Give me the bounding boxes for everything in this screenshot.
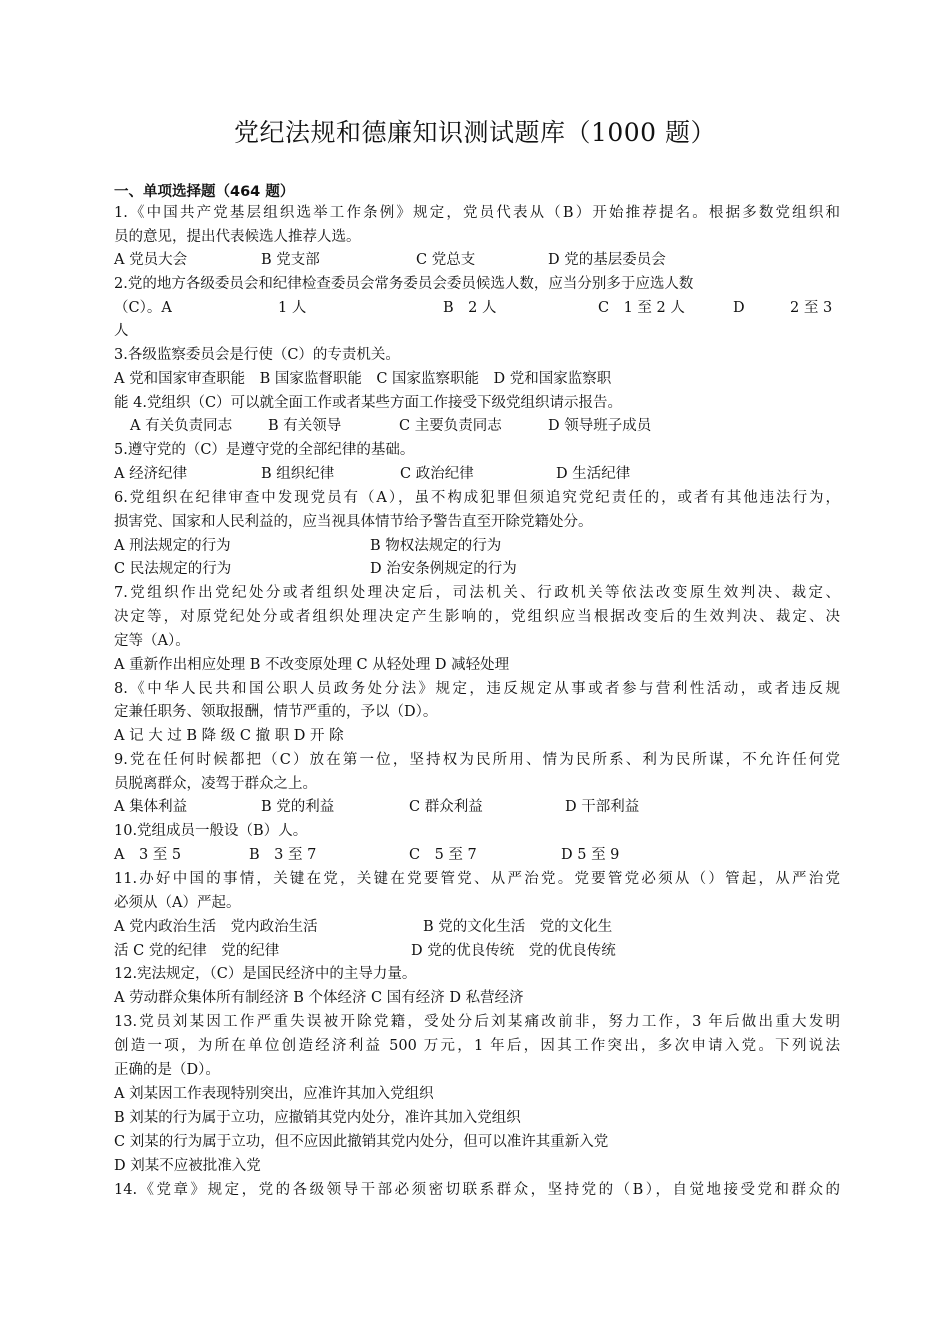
question-12-line-1: 12.宪法规定，（C）是国民经济中的主导力量。 [114,966,417,982]
question-6-line-1: 6.党组织在纪律审查中发现党员有（A），虽不构成犯罪但须追究党纪责任的，或者有其他违法行为， [114,490,840,506]
q10-option-d: D 5 至 9 [561,847,620,863]
q2-option-a: 1 人 [278,300,307,316]
question-8-options: A 记 大 过 B 降 级 C 撤 职 D 开 除 [114,728,344,744]
q6-option-c: C 民法规定的行为 [114,561,232,577]
question-2-line-1: 2.党的地方各级委员会和纪律检查委员会常务委员会委员候选人数，应当分别多于应选人数 [114,276,694,292]
question-4-line-1: 能 4.党组织（C）可以就全面工作或者某些方面工作接受下级党组织请示报告。 [114,395,623,411]
q2-option-b: B 2 人 [443,300,497,316]
question-13-line-2: 创造一项，为所在单位创造经济利益 500 万元，1 年后，因其工作突出，多次申请入党。下列说法 [114,1038,840,1054]
question-7-line-3: 定等（A）。 [114,633,190,649]
q11-option-b: B 党的文化生活 党的文化生 [423,919,613,935]
q11-option-a: A 党内政治生活 党内政治生活 [114,919,318,935]
q4-option-a: A 有关负责同志 [130,418,233,434]
q1-option-d: D 党的基层委员会 [548,252,666,268]
question-1-line-1: 1.《中国共产党基层组织选举工作条例》规定，党员代表从（B）开始推荐提名。根据多数党组织和 [114,205,840,221]
q11-option-d: D 党的优良传统 党的优良传统 [411,943,616,959]
q2-part-1: （C）。A [114,300,172,316]
q5-option-b: B 组织纪律 [261,466,335,482]
question-9-line-2: 员脱离群众，凌驾于群众之上。 [114,776,317,792]
q9-option-b: B 党的利益 [261,799,335,815]
question-8-line-2: 定兼任职务、领取报酬，情节严重的，予以（D）。 [114,704,438,720]
question-13-line-3: 正确的是（D）。 [114,1062,220,1078]
question-10-line-1: 10.党组成员一般设（B）人。 [114,823,308,839]
question-11-line-1: 11.办好中国的事情，关键在党，关键在党要管党、从严治党。党要管党必须从（）管起，从严治党 [114,871,840,887]
q6-option-b: B 物权法规定的行为 [370,538,502,554]
q6-option-d: D 治安条例规定的行为 [370,561,517,577]
q9-option-c: C 群众利益 [409,799,483,815]
q13-option-b: B 刘某的行为属于立功，应撤销其党内处分，准许其加入党组织 [114,1110,521,1126]
q5-option-c: C 政治纪律 [400,466,474,482]
question-8-line-1: 8.《中华人民共和国公职人员政务处分法》规定，违反规定从事或者参与营利性活动，或者违反规 [114,681,840,697]
question-7-line-1: 7.党组织作出党纪处分或者组织处理决定后，司法机关、行政机关等依法改变原生效判决、裁定、 [114,585,840,601]
question-7-line-2: 决定等，对原党纪处分或者组织处理决定产生影响的，党组织应当根据改变后的生效判决、裁定、决 [114,609,840,625]
q6-option-a: A 刑法规定的行为 [114,538,231,554]
page-title: 党纪法规和德廉知识测试题库（1000 题） [233,118,717,147]
question-3-options: A 党和国家审查职能 B 国家监督职能 C 国家监察职能 D 党和国家监察职 [114,371,612,387]
q10-option-a: A 3 至 5 [114,847,182,863]
q2-option-d: 2 至 3 [790,300,833,316]
q4-option-c: C 主要负责同志 [399,418,502,434]
q2-option-d-label: D [733,300,745,316]
q4-option-b: B 有关领导 [268,418,342,434]
q13-option-a: A 刘某因工作表现特别突出，应准许其加入党组织 [114,1086,434,1102]
q10-option-c: C 5 至 7 [409,847,477,863]
q13-option-c: C 刘某的行为属于立功，但不应因此撤销其党内处分，但可以准许其重新入党 [114,1134,609,1150]
question-6-line-2: 损害党、国家和人民利益的，应当视具体情节给予警告直至开除党籍处分。 [114,514,593,530]
question-2-line-3: 人 [114,323,129,339]
q1-option-c: C 党总支 [416,252,476,268]
q10-option-b: B 3 至 7 [249,847,317,863]
q1-option-a: A 党员大会 [114,252,188,268]
section-heading: 一、单项选择题（464 题） [114,184,295,200]
question-12-options: A 劳动群众集体所有制经济 B 个体经济 C 国有经济 D 私营经济 [114,990,524,1006]
q9-option-d: D 干部利益 [565,799,640,815]
q4-option-d: D 领导班子成员 [548,418,652,434]
question-1-line-2: 员的意见，提出代表候选人推荐人选。 [114,229,361,245]
question-7-options: A 重新作出相应处理 B 不改变原处理 C 从轻处理 D 减轻处理 [114,657,510,673]
q13-option-d: D 刘某不应被批准入党 [114,1158,261,1174]
question-9-line-1: 9.党在任何时候都把（C）放在第一位，坚持权为民所用、情为民所系、利为民所谋，不允许任何党 [114,752,840,768]
q11-option-c: 活 C 党的纪律 党的纪律 [114,943,280,959]
q5-option-a: A 经济纪律 [114,466,188,482]
question-3-line-1: 3.各级监察委员会是行使（C）的专责机关。 [114,347,400,363]
question-14-line-1: 14.《党章》规定，党的各级领导干部必须密切联系群众，坚持党的（B），自觉地接受党和群众的 [114,1182,840,1198]
q1-option-b: B 党支部 [261,252,320,268]
question-13-line-1: 13.党员刘某因工作严重失误被开除党籍，受处分后刘某痛改前非，努力工作，3 年后做出重大发明 [114,1014,840,1030]
q9-option-a: A 集体利益 [114,799,188,815]
question-5-line-1: 5.遵守党的（C）是遵守党的全部纪律的基础。 [114,442,415,458]
question-11-line-2: 必须从（A）严起。 [114,895,241,911]
q5-option-d: D 生活纪律 [556,466,631,482]
q2-option-c: C 1 至 2 人 [598,300,685,316]
